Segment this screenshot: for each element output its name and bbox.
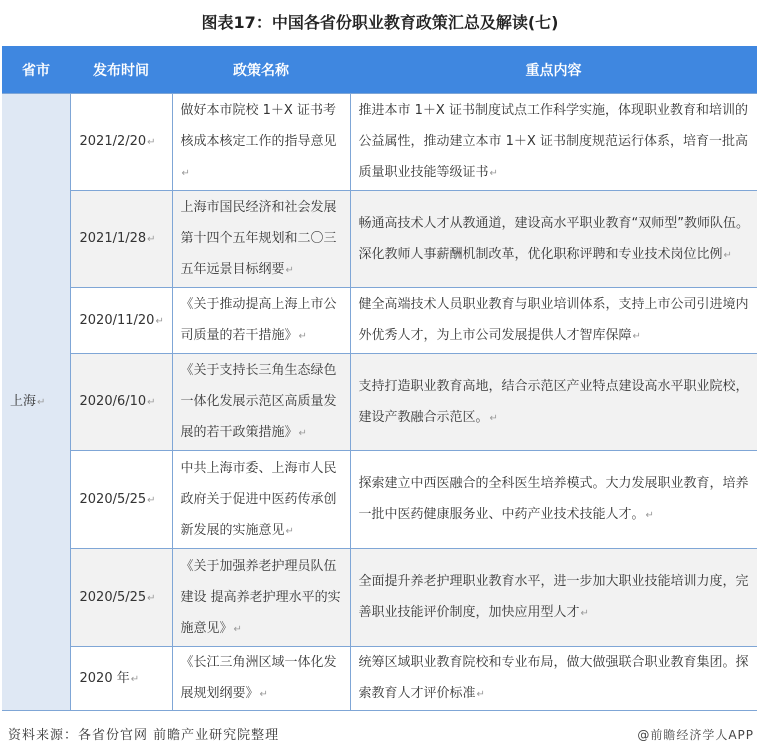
paragraph-mark-icon: ↵	[645, 510, 654, 521]
table-row	[2, 451, 757, 549]
table-row	[2, 288, 757, 354]
date-cell	[70, 647, 172, 711]
date-cell	[70, 451, 172, 549]
paragraph-mark-icon: ↵	[476, 689, 485, 700]
paragraph-mark-icon: ↵	[298, 428, 307, 439]
policy-name-cell	[172, 288, 350, 354]
policy-name-text: 上海市国民经济和社会发展第十四个五年规划和二〇三五年远景目标纲要	[180, 200, 337, 277]
key-content-cell	[350, 549, 757, 647]
paragraph-mark-icon: ↵	[147, 592, 156, 604]
date-cell	[70, 354, 172, 451]
key-content-text: 畅通高技术人才从教通道，建设高水平职业教育“双师型”教师队伍。深化教师人事薪酬机制改革，优化职称评聘和专业技术岗位比例	[358, 215, 749, 262]
key-content-text: 推进本市 1＋X 证书制度试点工作科学实施，体现职业教育和培训的公益属性，推动建立本市 1＋X 证书制度规范运行体系，培育一批高质量职业技能等级证书	[358, 103, 748, 180]
policy-name-cell	[172, 549, 350, 647]
policy-name-text: 《关于推动提高上海上市公司质量的若干措施》	[180, 297, 337, 343]
table-row	[2, 354, 757, 451]
paragraph-mark-icon: ↵	[259, 689, 268, 700]
province-label: 上海	[10, 394, 37, 409]
policy-name-cell	[172, 451, 350, 549]
source-note: 资料来源：各省份官网 前瞻产业研究院整理	[8, 728, 280, 743]
paragraph-mark-icon: ↵	[147, 234, 156, 245]
policy-name-cell	[172, 191, 350, 288]
paragraph-mark-icon: ↵	[580, 608, 589, 619]
key-content-text: 支持打造职业教育高地，结合示范区产业特点建设高水平职业院校，建设产教融合示范区。	[358, 378, 749, 425]
policy-name-text: 中共上海市委、上海市人民政府关于促进中医药传承创新发展的实施意见	[180, 460, 337, 538]
date-text: 2020/5/25	[79, 491, 147, 507]
policy-name-text: 《关于支持长三角生态绿色一体化发展示范区高质量发展的若干政策措施》	[180, 363, 337, 440]
header-key-content: 重点内容	[350, 46, 757, 94]
date-text: 2020 年	[79, 670, 130, 686]
paragraph-mark-icon: ↵	[155, 315, 164, 327]
key-content-cell	[350, 94, 757, 191]
paragraph-mark-icon: ↵	[285, 265, 294, 276]
key-content-text: 健全高端技术人员职业教育与职业培训体系，支持上市公司引进境内外优秀人才，为上市公司发展提供人才智库保障	[358, 297, 749, 343]
date-text: 2021/1/28	[79, 231, 147, 246]
chart-title: 图表17：中国各省份职业教育政策汇总及解读(七)	[201, 13, 559, 32]
date-cell	[70, 94, 172, 191]
paragraph-mark-icon: ↵	[37, 397, 46, 408]
paragraph-mark-icon: ↵	[147, 397, 156, 408]
paragraph-mark-icon: ↵	[489, 412, 498, 424]
key-content-cell	[350, 288, 757, 354]
date-text: 2020/6/10	[79, 394, 147, 409]
date-text: 2021/2/20	[79, 134, 147, 149]
credit-watermark: @前瞻经济学人APP	[637, 728, 754, 742]
table-row	[2, 94, 757, 191]
date-cell	[70, 288, 172, 354]
paragraph-mark-icon: ↵	[723, 249, 732, 261]
paragraph-mark-icon: ↵	[147, 494, 156, 506]
key-content-text: 探索建立中西医融合的全科医生培养模式。大力发展职业教育，培养一批中医药健康服务业、中药产业技术技能人才。	[358, 476, 749, 522]
policy-table	[2, 46, 757, 711]
key-content-cell	[350, 354, 757, 451]
key-content-cell	[350, 451, 757, 549]
paragraph-mark-icon: ↵	[147, 137, 156, 148]
paragraph-mark-icon: ↵	[298, 331, 307, 342]
policy-name-cell	[172, 94, 350, 191]
paragraph-mark-icon: ↵	[489, 168, 498, 179]
paragraph-mark-icon: ↵	[285, 525, 294, 537]
province-cell	[2, 94, 70, 711]
paragraph-mark-icon: ↵	[233, 623, 242, 635]
paragraph-mark-icon: ↵	[632, 331, 641, 342]
date-cell	[70, 549, 172, 647]
key-content-cell	[350, 647, 757, 711]
key-content-cell	[350, 191, 757, 288]
header-date: 发布时间	[70, 46, 172, 94]
key-content-text: 全面提升养老护理职业教育水平，进一步加大职业技能培训力度，完善职业技能评价制度，加快应用型人才	[358, 574, 749, 620]
policy-name-cell	[172, 647, 350, 711]
policy-name-text: 《关于加强养老护理员队伍建设 提高养老护理水平的实施意见》	[180, 558, 341, 636]
table-row	[2, 647, 757, 711]
header-province: 省市	[2, 46, 70, 94]
date-text: 2020/5/25	[79, 589, 147, 605]
header-policy-name: 政策名称	[172, 46, 350, 94]
policy-name-cell	[172, 354, 350, 451]
key-content-text: 统筹区域职业教育院校和专业布局，做大做强联合职业教育集团。探索教育人才评价标准	[358, 655, 749, 701]
table-body	[2, 94, 757, 711]
table-row	[2, 549, 757, 647]
paragraph-mark-icon: ↵	[181, 168, 190, 179]
policy-name-text: 做好本市院校 1＋X 证书考核成本核定工作的指导意见	[180, 103, 337, 149]
date-cell	[70, 191, 172, 288]
date-text: 2020/11/20	[79, 312, 155, 328]
table-header-row	[2, 46, 757, 94]
paragraph-mark-icon: ↵	[130, 673, 140, 685]
policy-name-text: 《长江三角洲区域一体化发展规划纲要》	[180, 655, 337, 701]
table-row	[2, 191, 757, 288]
